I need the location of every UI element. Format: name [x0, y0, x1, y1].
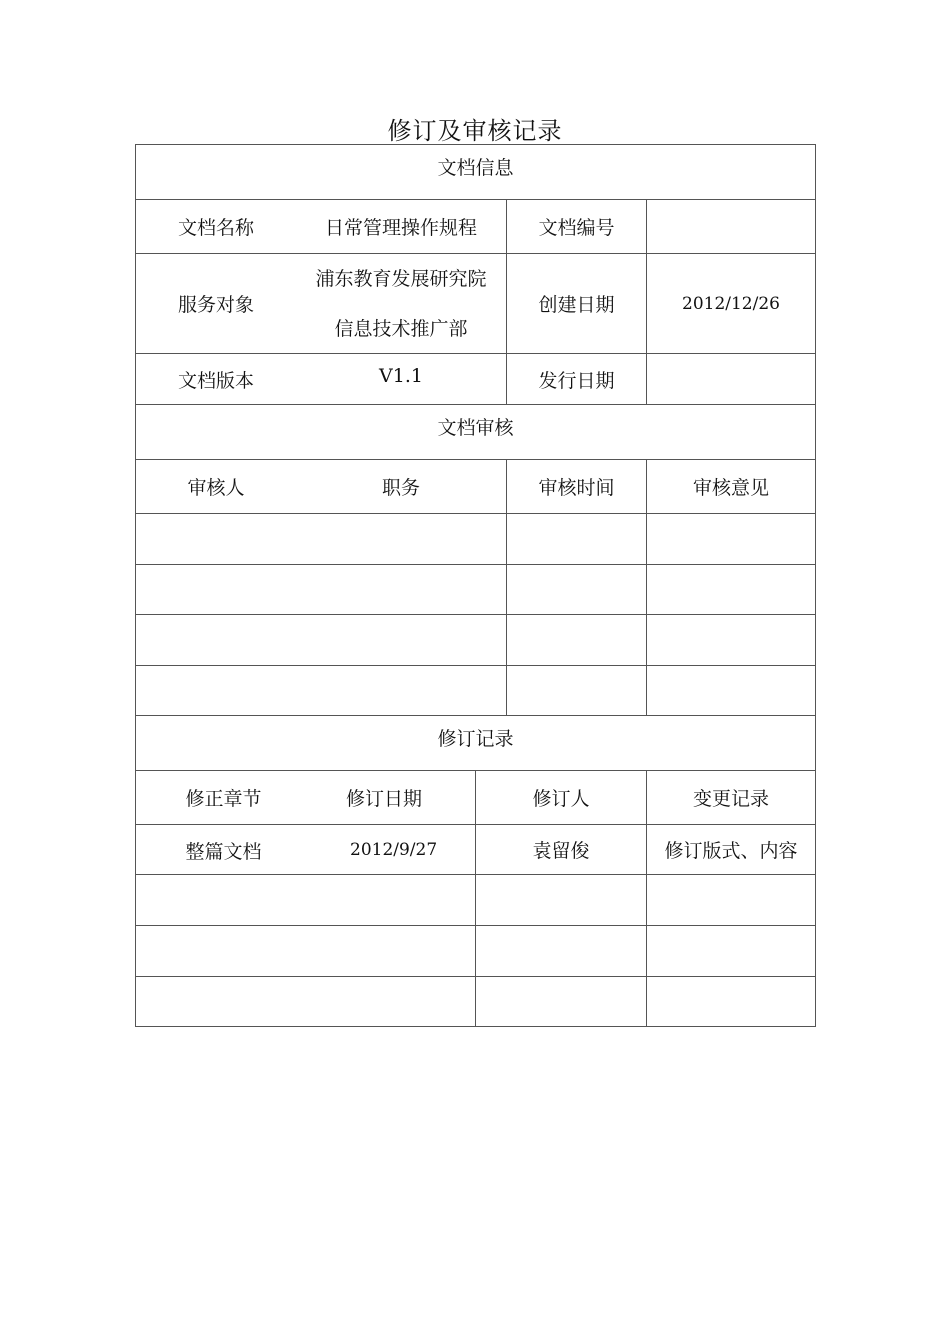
- service-target-value: [296, 254, 507, 354]
- created-date-label: 创建日期: [507, 254, 647, 354]
- review-col-position: 职务: [296, 460, 507, 514]
- table-cell: [507, 666, 647, 716]
- service-target-line1: 浦东教育发展研究院: [315, 267, 487, 290]
- doc-version-value: V1.1: [296, 354, 507, 405]
- table-row: [136, 565, 507, 615]
- table-cell: [507, 565, 647, 615]
- doc-name-label: 文档名称: [136, 200, 296, 254]
- issue-date-value: [647, 354, 816, 405]
- table-cell: [476, 977, 647, 1027]
- review-col-reviewer: 审核人: [136, 460, 296, 514]
- table-cell: [647, 565, 816, 615]
- revision-header: 修订记录: [136, 716, 816, 771]
- doc-info-header: 文档信息: [136, 145, 816, 200]
- table-row: [136, 514, 507, 565]
- doc-number-label: 文档编号: [507, 200, 647, 254]
- revision-col-reviser: 修订人: [476, 771, 647, 825]
- table-cell: [647, 666, 816, 716]
- service-target-label: 服务对象: [136, 254, 296, 354]
- revision-review-table: [135, 144, 816, 1027]
- issue-date-label: 发行日期: [507, 354, 647, 405]
- doc-version-label: 文档版本: [136, 354, 296, 405]
- review-col-time: 审核时间: [507, 460, 647, 514]
- revision-col-section: 修正章节: [136, 771, 311, 825]
- revision-cell-date: 2012/9/27: [350, 840, 438, 860]
- table-cell: [507, 615, 647, 666]
- page-title: 修订及审核记录: [387, 117, 563, 145]
- table-cell: [476, 875, 647, 926]
- table-cell: [647, 926, 816, 977]
- review-col-opinion: 审核意见: [647, 460, 816, 514]
- table-cell: [507, 514, 647, 565]
- revision-col-date: 修订日期: [311, 771, 476, 825]
- table-row: [136, 615, 507, 666]
- doc-number-value: [647, 200, 816, 254]
- table-row: [136, 666, 507, 716]
- revision-cell-change: 修订版式、内容: [647, 825, 816, 875]
- table-row: [136, 926, 476, 977]
- review-header: 文档审核: [136, 405, 816, 460]
- table-cell: [647, 514, 816, 565]
- table-cell: [476, 926, 647, 977]
- table-cell: [647, 875, 816, 926]
- revision-cell-reviser: 袁留俊: [476, 825, 647, 875]
- table-cell: [647, 615, 816, 666]
- service-target-line2: 信息技术推广部: [334, 317, 468, 340]
- created-date-value: 2012/12/26: [647, 254, 816, 354]
- table-row: [136, 977, 476, 1027]
- table-cell: [647, 977, 816, 1027]
- revision-col-left-border: [136, 771, 476, 825]
- revision-cell-section: 整篇文档: [185, 840, 262, 863]
- doc-name-value: 日常管理操作规程: [296, 200, 507, 254]
- table-row: [136, 875, 476, 926]
- revision-col-change: 变更记录: [647, 771, 816, 825]
